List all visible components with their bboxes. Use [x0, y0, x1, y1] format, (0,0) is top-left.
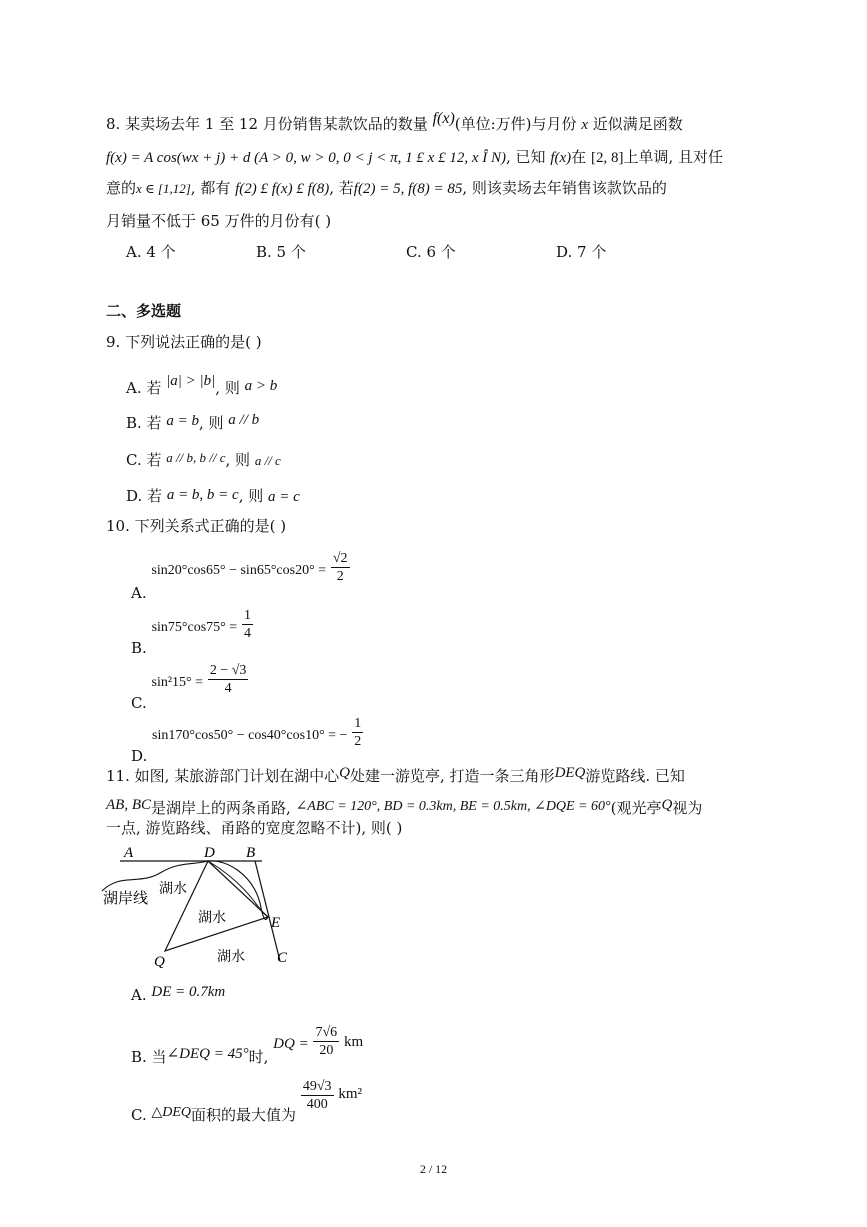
q10-b-label: B. [131, 638, 147, 657]
q10-a-num: √2 [332, 551, 348, 566]
q10-d-den: 2 [354, 734, 362, 749]
q8-option-a: A. 4 个 [126, 243, 176, 261]
q10-c-num: 2 − √3 [209, 663, 247, 678]
q8-then: , 则该卖场去年销售该款饮品的 [462, 179, 667, 197]
q11-c-triangle: △DEQ [151, 1104, 192, 1120]
q10-b-fraction [242, 607, 253, 642]
q8-line3 [106, 178, 667, 199]
q8-option-b: B. 5 个 [256, 243, 306, 261]
q9-a-result: a > b [244, 378, 278, 394]
q10-c-den: 4 [224, 681, 232, 696]
q10-c-fraction [208, 662, 249, 697]
q11-deq: DEQ [554, 765, 586, 781]
q11-regard: 视为 [672, 799, 703, 817]
section-heading: 二、多选题 [106, 302, 182, 320]
q9-c-then: , 则 [225, 451, 251, 469]
q10-option-c [131, 660, 248, 712]
q10-d-lhs: sin170°cos50° − cos40°cos10° = − [152, 727, 348, 743]
point-e: E [271, 915, 281, 931]
q9-b-result: a // b [228, 412, 260, 428]
label-water-2: 湖水 [198, 911, 226, 926]
q11-c-unit: km² [338, 1085, 362, 1102]
q9-d-label: D. 若 [126, 487, 163, 505]
q10-c-label: C. [131, 693, 147, 712]
q11-roads: 是湖岸上的两条甬路, [151, 799, 291, 817]
label-water-1: 湖水 [159, 882, 187, 897]
q9-a-condition: |a| > |b| [166, 373, 216, 389]
q10-option-d [131, 713, 363, 765]
q8-option-c: C. 6 个 [406, 243, 456, 261]
q8-text: 8. 某卖场去年 1 至 12 月份销售某款饮品的数量 [106, 115, 428, 133]
q10-a-fraction [331, 550, 350, 585]
q10-option-a [131, 546, 350, 602]
q11-b-unit: km [343, 1033, 364, 1050]
q8-on: 在 [571, 148, 587, 166]
q10-option-b [131, 605, 253, 657]
q11-ab-bc: AB, BC [106, 797, 151, 813]
q11-b-lhs: DQ = [273, 1035, 309, 1052]
q9-d-then: , 则 [238, 487, 264, 505]
q9-d-condition: a = b, b = c [166, 487, 239, 503]
q9-a-then: , 则 [215, 379, 240, 397]
lake-figure [100, 843, 300, 968]
q11-b-fraction [313, 1024, 339, 1059]
point-c: C [277, 950, 288, 966]
point-b: B [246, 845, 256, 861]
q8-unit: (单位:万件)与月份 [454, 115, 577, 133]
point-q: Q [154, 954, 165, 968]
q11-line1 [106, 766, 685, 787]
q10-b-lhs: sin75°cos75° = [151, 619, 238, 635]
q8-fx: f(x) [432, 110, 455, 127]
q10-stem: 10. 下列关系式正确的是( ) [106, 517, 287, 535]
q8-domain: x ∈ [1,12] [136, 181, 191, 196]
point-a: A [124, 845, 134, 861]
q11-c-den: 400 [306, 1097, 328, 1112]
q11-b-when: 时, [248, 1047, 269, 1066]
q11-a-expr: DE = 0.7km [151, 984, 226, 1000]
q11-conditions: ∠ABC = 120°, BD = 0.3km, BE = 0.5km, ∠DQE = 60° [295, 799, 611, 814]
label-shore: 湖岸线 [103, 891, 149, 907]
q8-monotone: 上单调, 且对任 [623, 148, 723, 166]
q10-d-fraction [352, 715, 363, 750]
q11-line2 [106, 798, 702, 820]
q11-c-num: 49√3 [302, 1079, 332, 1094]
point-d: D [204, 845, 215, 861]
q11-c-text: 面积的最大值为 [191, 1105, 297, 1124]
q8-values: f(2) = 5, f(8) = 85 [353, 181, 463, 197]
page-number: 2 / 12 [419, 1162, 448, 1176]
q11-text-c: 游览路线. 已知 [585, 767, 685, 785]
q10-d-label: D. [131, 746, 148, 765]
q11-text-a: 11. 如图, 某旅游部门计划在湖中心 [106, 767, 340, 785]
q8-option-d: D. 7 个 [556, 243, 607, 261]
q10-a-lhs: sin20°cos65° − sin65°cos20° = [151, 562, 327, 578]
q11-pavilion: (观光亭 [610, 799, 662, 817]
q11-b-den: 20 [319, 1043, 334, 1058]
q10-d-num: 1 [354, 716, 362, 731]
q11-c-fraction [301, 1078, 334, 1113]
q9-b-label: B. 若 [126, 414, 162, 432]
q8-line1 [106, 110, 683, 135]
q8-line4: 月销量不低于 65 万件的月份有( ) [106, 212, 332, 230]
q8-any: 意的 [106, 179, 137, 197]
q11-q2: Q [661, 797, 673, 813]
q9-a-label: A. 若 [126, 379, 162, 397]
label-water-3: 湖水 [217, 950, 245, 965]
q10-b-den: 4 [243, 626, 251, 641]
triangle-deq [165, 861, 268, 951]
q11-b-num: 7√6 [315, 1025, 338, 1040]
q10-b-num: 1 [243, 608, 251, 623]
q8-known: , 已知 [506, 148, 546, 166]
q11-q: Q [339, 765, 351, 781]
q11-line3: 一点, 游览路线、甬路的宽度忽略不计), 则( ) [106, 819, 403, 837]
q8-line2 [106, 147, 723, 168]
q11-a-label: A. [131, 986, 147, 1004]
q8-fx2: f(x) [550, 150, 572, 166]
q8-interval: [2, 8] [590, 150, 624, 166]
q8-always: , 都有 [190, 179, 231, 197]
q9-stem: 9. 下列说法正确的是( ) [106, 333, 262, 351]
q11-option-a [131, 981, 225, 1002]
q9-b-then: , 则 [198, 414, 224, 432]
q8-formula: f(x) = A cos(wx + j) + d (A > 0, w > 0, 0 < j < π, 1 £ x £ 12, x Î N) [106, 150, 506, 166]
q9-option-a [126, 373, 278, 399]
q11-option-c [131, 1072, 362, 1124]
q9-b-condition: a = b [166, 413, 199, 429]
q9-c-condition: a // b, b // c [166, 450, 226, 465]
q8-var-x: x [581, 117, 588, 133]
q10-a-label: A. [131, 583, 147, 602]
q8-inequality: f(2) £ f(x) £ f(8) [235, 181, 330, 197]
q10-c-lhs: sin²15° = [151, 674, 204, 690]
q11-text-b: 处建一游览亭, 打造一条三角形 [350, 767, 555, 785]
q8-text-c: 近似满足函数 [592, 115, 683, 133]
q9-c-label: C. 若 [126, 451, 162, 469]
q9-c-result: a // c [254, 453, 281, 468]
road-bc [255, 861, 280, 961]
q9-d-result: a = c [268, 489, 300, 505]
q8-if: , 若 [329, 179, 354, 197]
q9-option-b [126, 413, 259, 434]
q11-option-b [131, 1018, 364, 1066]
q9-option-d [126, 486, 300, 507]
q10-a-den: 2 [336, 569, 344, 584]
q11-b-angle: ∠DEQ = 45° [166, 1045, 249, 1062]
q9-option-c [126, 450, 281, 471]
q11-c-label: C. [131, 1105, 147, 1124]
q11-b-label: B. 当 [131, 1047, 167, 1066]
